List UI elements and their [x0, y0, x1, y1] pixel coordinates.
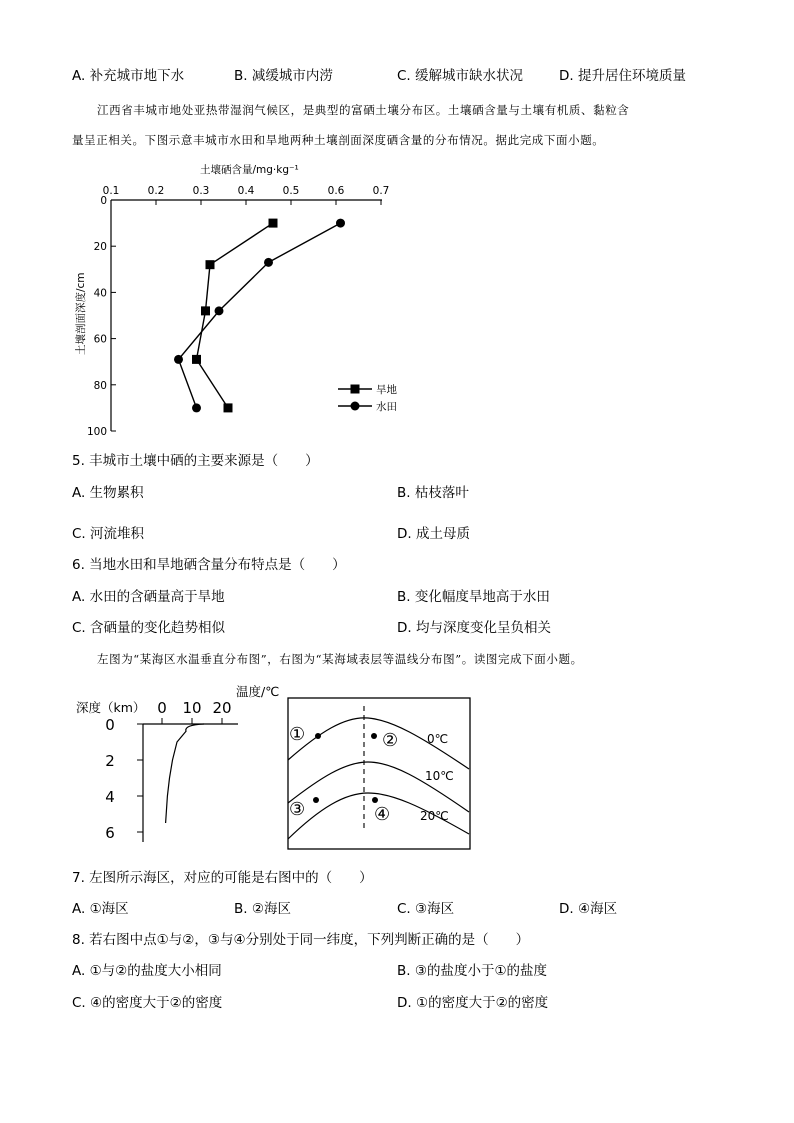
q7-option-b: B. ②海区: [234, 901, 291, 917]
selenium-x-tick-label: 0.7: [372, 185, 390, 197]
q7-stem: 7. 左图所示海区，对应的可能是右图中的（ ）: [72, 870, 373, 886]
q8-option-b: B. ③的盐度小于①的盐度: [397, 963, 548, 979]
point-1-dot: [315, 733, 321, 739]
q5-option-d: D. 成土母质: [397, 526, 470, 542]
water-temp-y-tick-label: 2: [105, 752, 115, 770]
selenium-x-tick-label: 0.3: [192, 185, 210, 197]
selenium-y-tick-label: 0: [100, 195, 107, 207]
selenium-x-tick-label: 0.6: [327, 185, 345, 197]
water-temp-x-tick-label: 0: [157, 699, 167, 717]
q5-option-b: B. 枯枝落叶: [397, 485, 469, 501]
point-1-label: ①: [289, 724, 306, 745]
selenium-x-tick-label: 0.1: [102, 185, 120, 197]
point-3-label: ③: [289, 799, 306, 820]
selenium-y-tick-label: 60: [93, 333, 107, 346]
water-temp-y-tick-label: 6: [105, 824, 115, 842]
q7-option-d: D. ④海区: [559, 901, 618, 917]
q6-option-d: D. 均与深度变化呈负相关: [397, 620, 551, 636]
selenium-y-tick-label: 20: [93, 241, 107, 254]
q7-option-a: A. ①海区: [72, 901, 129, 917]
selenium-chart-title: 土壤硒含量/mg·kg⁻¹: [200, 164, 299, 176]
q4-option-a: A. 补充城市地下水: [72, 68, 185, 84]
selenium-x-tick-label: 0.2: [147, 185, 165, 197]
q5-option-a: A. 生物累积: [72, 485, 144, 501]
q6-option-c: C. 含硒量的变化趋势相似: [72, 620, 226, 636]
q6-stem: 6. 当地水田和旱地硒含量分布特点是（ ）: [72, 557, 346, 573]
selenium-y-tick-label: 80: [93, 379, 107, 392]
water-temp-y-tick-label: 0: [105, 716, 115, 734]
point-4-dot: [372, 797, 378, 803]
isotherm-label-20: 20℃: [420, 809, 449, 823]
point-2-label: ②: [382, 730, 399, 751]
point-3-dot: [313, 797, 319, 803]
legend-label-dryland: 旱地: [376, 384, 397, 396]
selenium-y-tick-label: 100: [86, 426, 107, 438]
q6-option-a: A. 水田的含硒量高于旱地: [72, 589, 225, 605]
q4-option-b: B. 减缓城市内涝: [234, 68, 333, 84]
passage2: 左图为“某海区水温垂直分布图”，右图为“某海域表层等温线分布图”。读图完成下面小题。: [97, 652, 583, 666]
water-temp-xlabel: 温度/℃: [236, 684, 280, 699]
q5-stem: 5. 丰城市土壤中硒的主要来源是（ ）: [72, 453, 319, 469]
selenium-x-tick-label: 0.4: [237, 185, 255, 197]
legend-label-paddy: 水田: [376, 401, 397, 413]
q8-option-d: D. ①的密度大于②的密度: [397, 995, 549, 1011]
q7-option-c: C. ③海区: [397, 901, 455, 917]
passage1-line2: 量呈正相关。下图示意丰城市水田和旱地两种土壤剖面深度硒含量的分布情况。据此完成下面小题。: [72, 133, 605, 147]
point-4-label: ④: [374, 804, 391, 825]
q8-stem: 8. 若右图中点①与②，③与④分别处于同一纬度，下列判断正确的是（ ）: [72, 932, 530, 948]
point-2-dot: [371, 733, 377, 739]
q6-option-b: B. 变化幅度旱地高于水田: [397, 589, 550, 605]
water-temp-ylabel: 深度（km）: [76, 700, 146, 715]
water-temp-y-tick-label: 4: [105, 788, 115, 806]
q4-option-d: D. 提升居住环境质量: [559, 68, 686, 84]
selenium-y-tick-label: 40: [93, 287, 107, 300]
water-temp-x-tick-label: 10: [182, 699, 202, 717]
passage1-line1: 江西省丰城市地处亚热带湿润气候区，是典型的富硒土壤分布区。土壤硒含量与土壤有机质、黏粒含: [97, 103, 630, 117]
q8-option-c: C. ④的密度大于②的密度: [72, 995, 223, 1011]
isotherm-label-10: 10℃: [425, 769, 454, 783]
selenium-chart-ylabel: 土壤剖面深度/cm: [75, 272, 87, 355]
q5-option-c: C. 河流堆积: [72, 526, 145, 542]
selenium-x-tick-label: 0.5: [282, 185, 300, 197]
q4-option-c: C. 缓解城市缺水状况: [397, 68, 524, 84]
water-temp-x-tick-label: 20: [212, 699, 232, 717]
q8-option-a: A. ①与②的盐度大小相同: [72, 963, 222, 979]
isotherm-label-0: 0℃: [427, 732, 449, 746]
